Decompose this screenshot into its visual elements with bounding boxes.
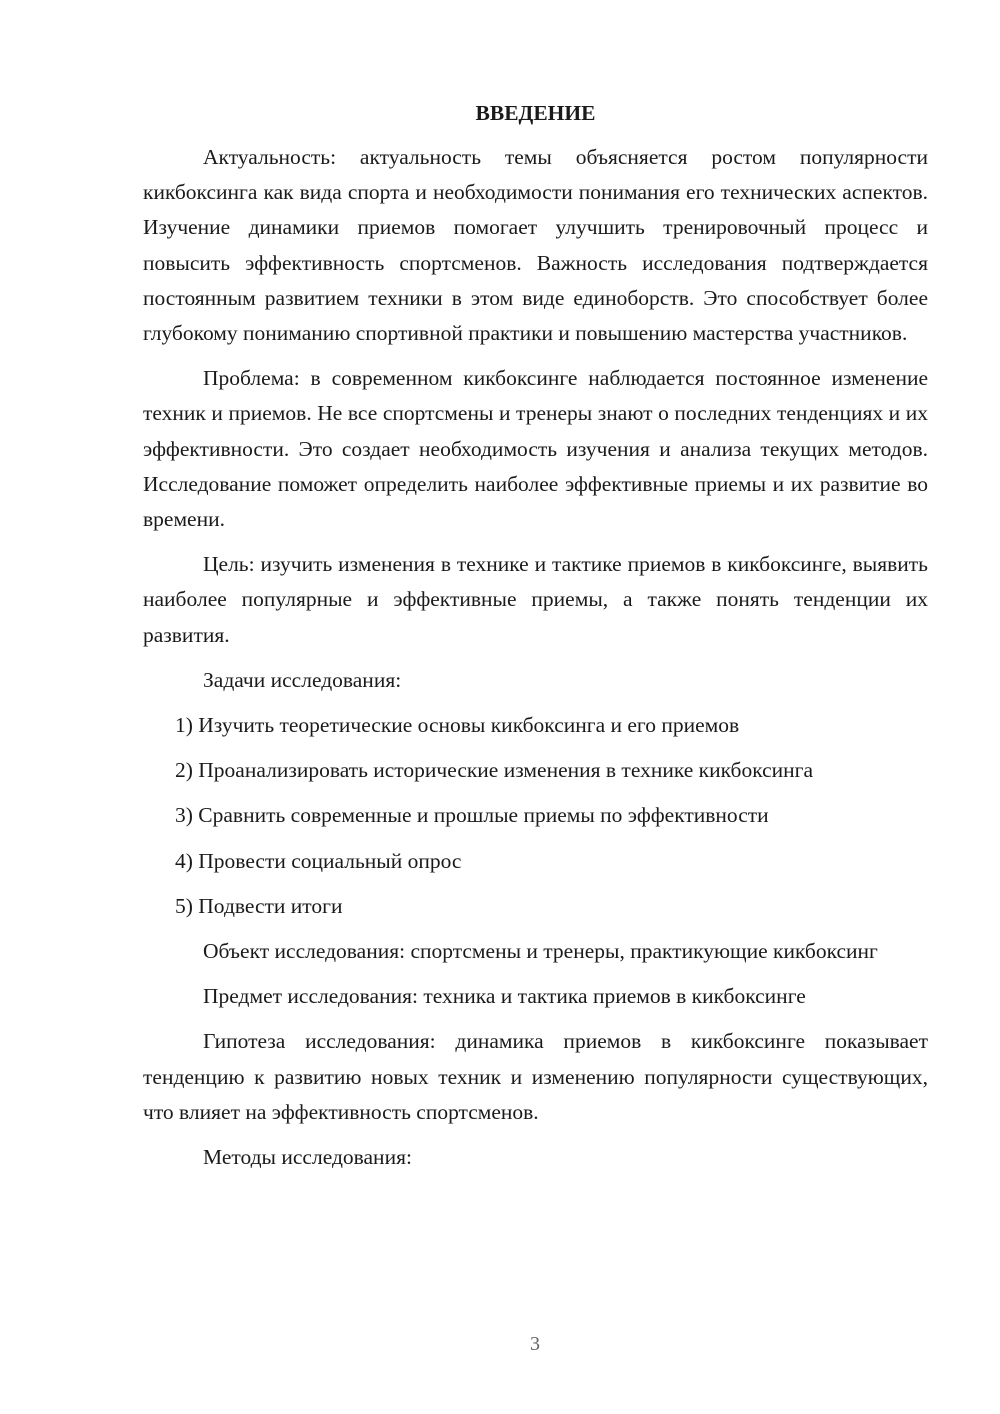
paragraph-hypothesis: Гипотеза исследования: динамика приемов в кикбоксинге показывает тенденцию к развитию новых техник и изменению популярности существующих, что влияет на эффективность спортсменов.: [143, 1029, 928, 1124]
section-title: ВВЕДЕНИЕ: [475, 101, 596, 125]
paragraph-methods: Методы исследования:: [203, 1145, 412, 1170]
paragraph-goal: Цель: изучить изменения в технике и тактике приемов в кикбоксинге, выявить наиболее популярные и эффективные приемы, а также понять тенденции их развития.: [143, 552, 928, 647]
paragraph-object: Объект исследования: спортсмены и тренеры, практикующие кикбоксинг: [203, 939, 878, 964]
document-page: [143, 96, 928, 1185]
tasks-list: [143, 708, 928, 924]
list-item: 4) Провести социальный опрос: [175, 848, 462, 873]
paragraph-relevance: Актуальность: актуальность темы объясняется ростом популярности кикбоксинга как вида спорта и необходимости понимания его технических аспектов. Изучение динамики приемов помогает улучшить тренировочный процесс и повысить эффективность спортсменов. Важность исследования подтверждается постоянным развитием техники в этом виде единоборств. Это способствует более глубокому пониманию спортивной практики и повышению мастерства участников.: [143, 145, 928, 346]
paragraph-problem: Проблема: в современном кикбоксинге наблюдается постоянное изменение техник и приемов. Не все спортсмены и тренеры знают о последних тенденциях и их эффективности. Это создает необходимость изучения и анализа текущих методов. Исследование поможет определить наиболее эффективные приемы и их развитие во времени.: [143, 366, 928, 532]
list-item: 3) Сравнить современные и прошлые приемы по эффективности: [175, 803, 769, 828]
page-number: 3: [530, 1333, 540, 1355]
paragraph-subject: Предмет исследования: техника и тактика приемов в кикбоксинге: [203, 984, 806, 1009]
list-item: 1) Изучить теоретические основы кикбоксинга и его приемов: [175, 713, 740, 738]
paragraph-tasks-heading: Задачи исследования:: [203, 667, 402, 692]
list-item: 5) Подвести итоги: [175, 893, 343, 918]
list-item: 2) Проанализировать исторические изменения в технике кикбоксинга: [175, 758, 814, 783]
